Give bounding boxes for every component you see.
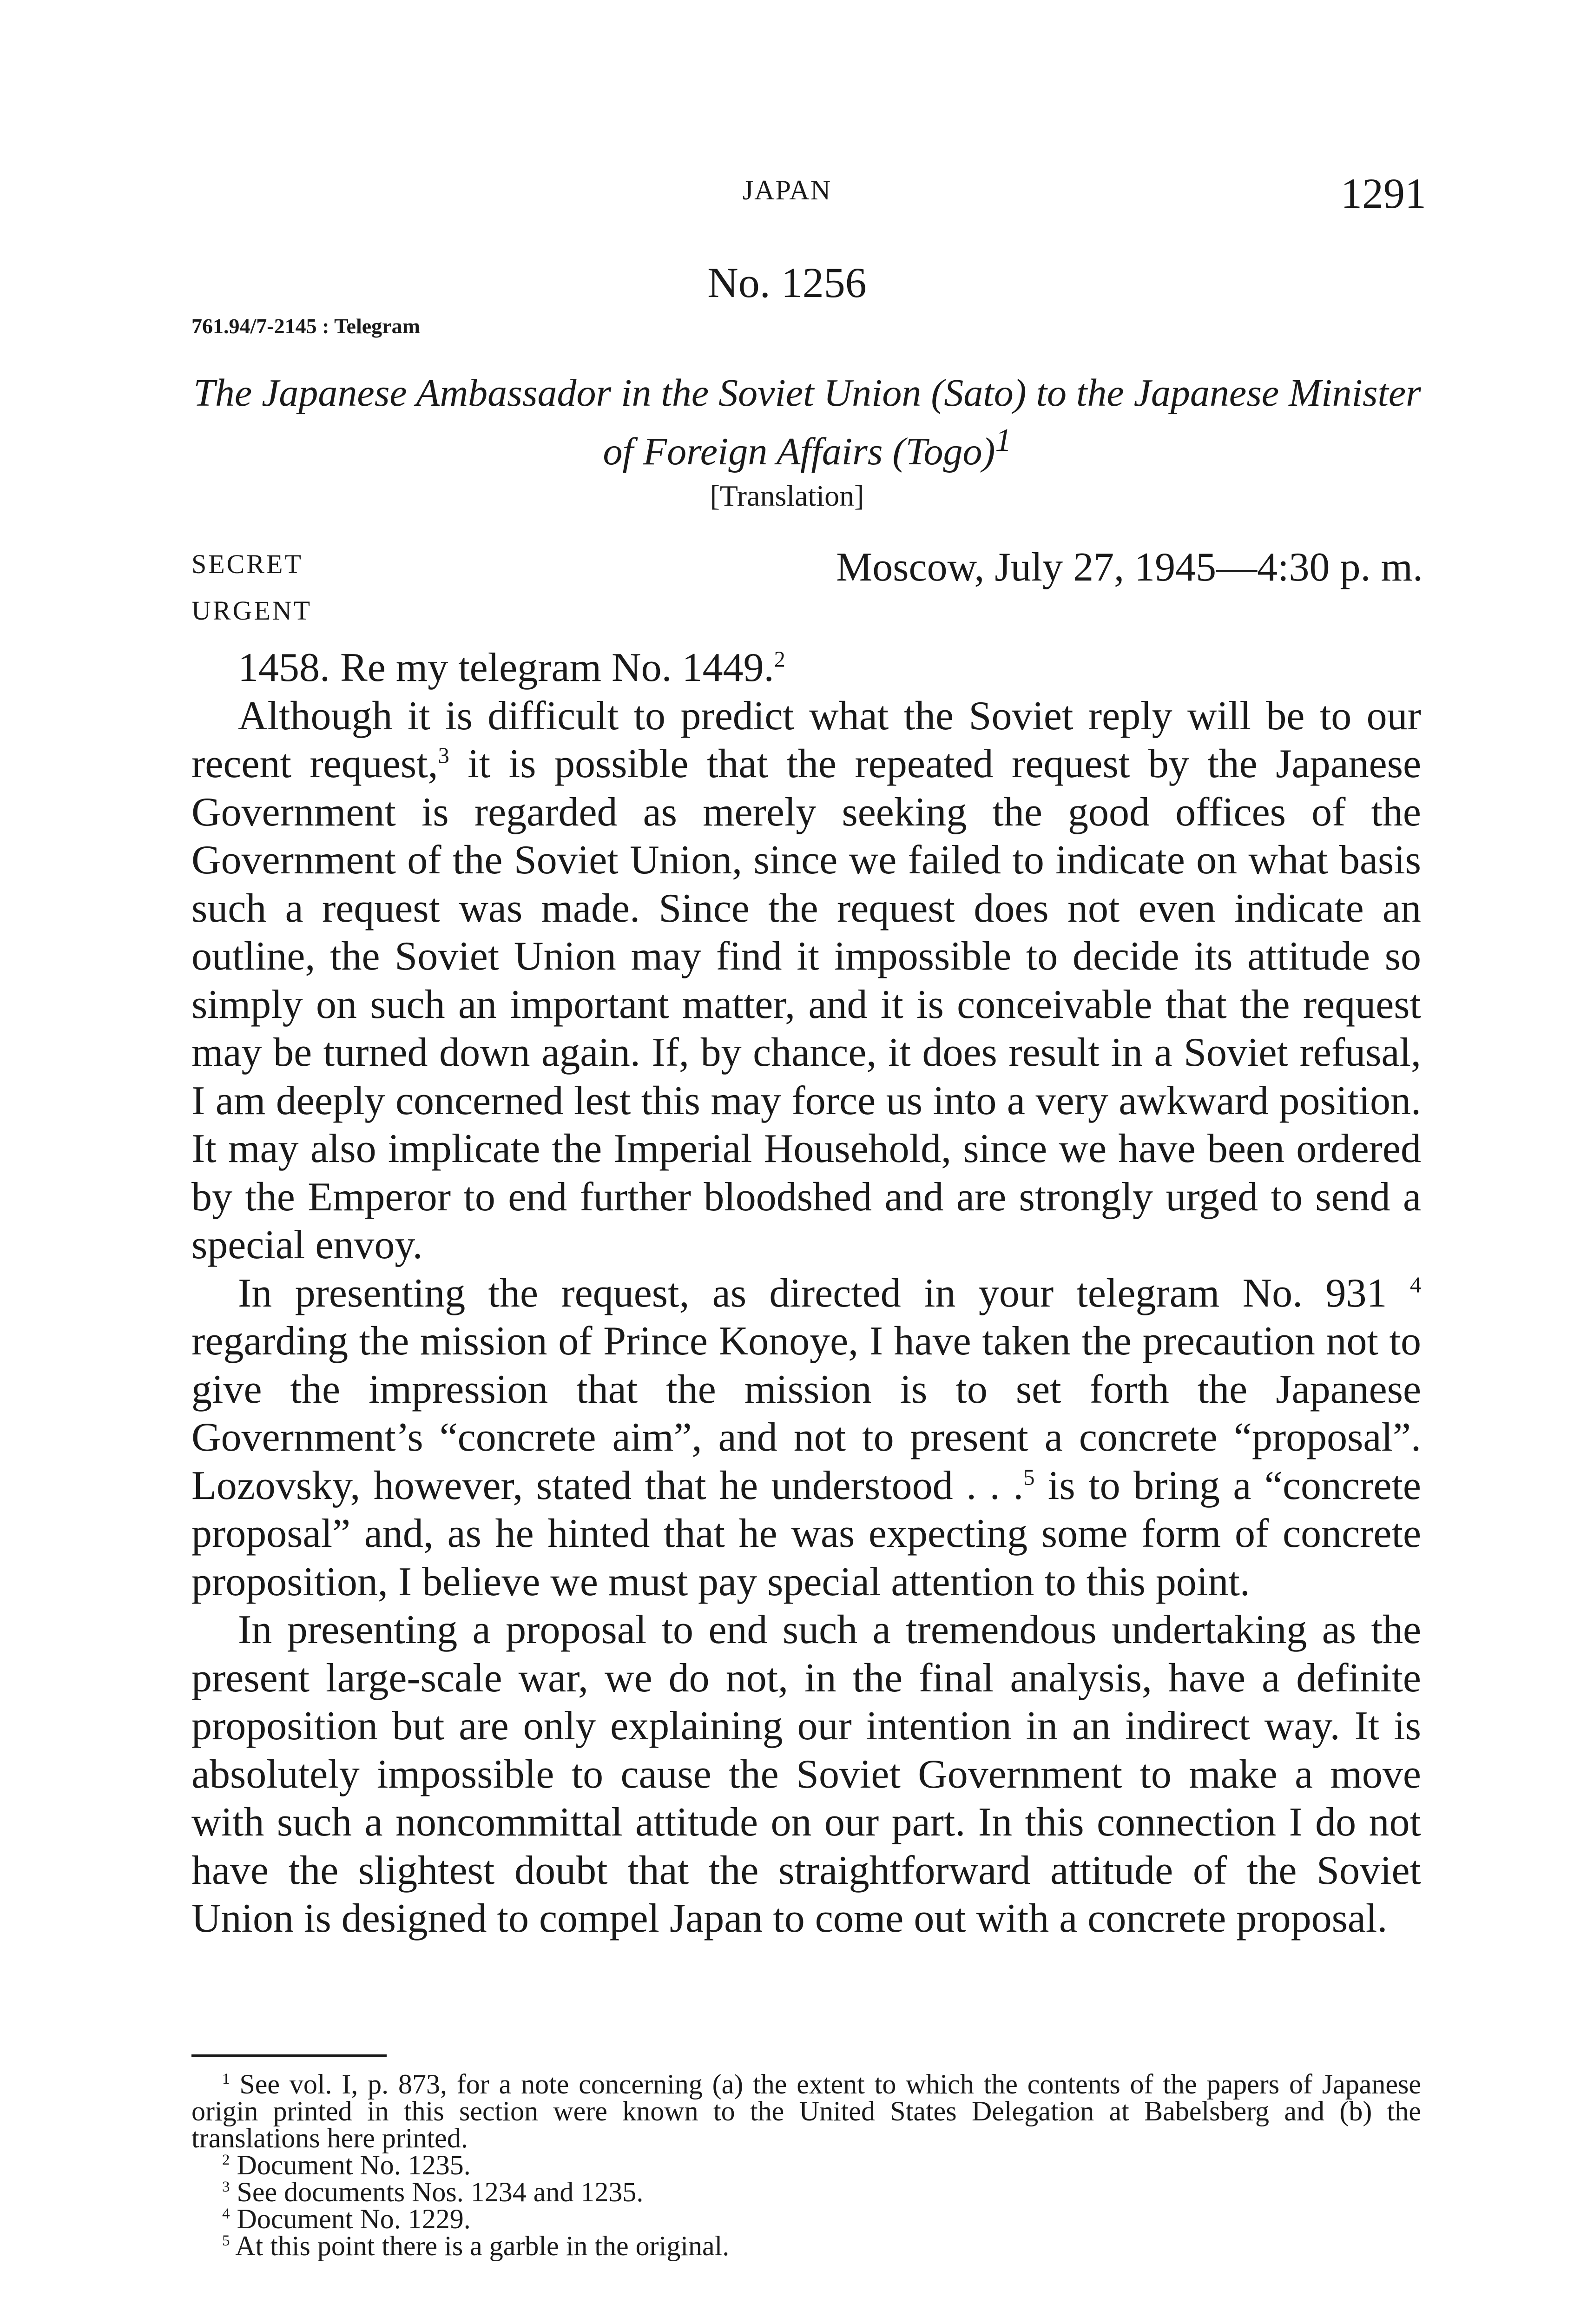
body-paragraph <box>191 1606 1421 1943</box>
footnote-ref: 5 <box>1023 1465 1035 1490</box>
document-heading <box>191 370 1423 475</box>
footnote-mark: 2 <box>222 2152 230 2168</box>
footnote-text: See vol. I, p. 873, for a note concerning (a) the extent to which the contents of the papers of Japanese origin printed in this section were known to the United States Delegation at Babelsberg and (b) the translations here printed. <box>191 2069 1421 2153</box>
footnote-ref: 3 <box>438 743 449 768</box>
paragraph-text: Although it is difficult to predict what the Soviet reply will be to our recent request, <box>191 693 1421 786</box>
footnote <box>191 2205 1421 2232</box>
page-number: 1291 <box>1341 170 1426 217</box>
paragraph-text: is to bring a “concrete proposal” and, as he hinted that he was expecting some form of concrete proposition, I believe we must pay special attention to this point. <box>191 1463 1421 1604</box>
classification-urgent: URGENT <box>191 595 312 626</box>
heading-footnote-ref: 1 <box>995 423 1012 458</box>
paragraph-text: it is possible that the repeated request by the Japanese Government is regarded as merely seeking the good offices of the Government of the Soviet Union, since we failed to indicate on what basis such a request was made. Since the request does not even indicate an outline, the Soviet Union may find it impossible to decide its attitude so simply on such an important matter, and it is conceivable that the request may be turned down again. If, by chance, it does result in a Soviet refusal, I am deeply concerned lest this may force us into a very awkward position. It may also implicate the Imperial Household, since we have been ordered by the Emperor to end further bloodshed and are strongly urged to send a special envoy. <box>191 741 1421 1268</box>
document-number: No. 1256 <box>707 259 867 306</box>
footnote-text: Document No. 1229. <box>237 2204 471 2234</box>
running-title: JAPAN <box>742 175 832 205</box>
body-paragraph <box>191 692 1421 1269</box>
heading-text: The Japanese Ambassador in the Soviet Union (Sato) to the Japanese Minister of Foreign Affairs (Togo) <box>193 371 1421 473</box>
dateline: Moscow, July 27, 1945—4:30 p. m. <box>836 545 1423 590</box>
telegram-body <box>191 644 1421 1943</box>
footnote-divider <box>191 2054 387 2057</box>
paragraph-text: In presenting a proposal to end such a tremendous undertaking as the present large-scale war, we do not, in the final analysis, have a definite proposition but are only explaining our intention in an indirect way. It is absolutely impossible to cause the Soviet Government to make a move with such a noncommittal attitude on our part. In this connection I do not have the slightest doubt that the straightforward attitude of the Soviet Union is designed to compel Japan to come out with a concrete proposal. <box>191 1607 1421 1941</box>
footnote-mark: 4 <box>222 2205 230 2222</box>
footnote-mark: 5 <box>222 2232 230 2249</box>
footnote <box>191 2232 1421 2259</box>
paragraph-text: In presenting the request, as directed in your telegram No. 931 <box>238 1270 1387 1316</box>
footnote-mark: 1 <box>222 2071 230 2087</box>
body-paragraph <box>191 1269 1421 1606</box>
footnote-text: At this point there is a garble in the original. <box>235 2231 730 2261</box>
footnotes <box>191 2071 1421 2259</box>
footnote-ref: 2 <box>774 647 785 672</box>
footnote-text: Document No. 1235. <box>237 2150 471 2180</box>
footnote <box>191 2071 1421 2152</box>
classification-secret: SECRET <box>191 549 303 579</box>
footnote <box>191 2179 1421 2205</box>
footnote <box>191 2152 1421 2179</box>
paragraph-text: regarding the mission of Prince Konoye, I have taken the precaution not to give the impression that the mission is to set forth the Japanese Government’s “concrete aim”, and not to present a concrete “proposal”. Lozovsky, however, stated that he understood . . . <box>191 1319 1421 1508</box>
footnote-mark: 3 <box>222 2179 230 2195</box>
running-head <box>0 170 1574 217</box>
opening-text: 1458. Re my telegram No. 1449. <box>238 645 774 690</box>
opening-line <box>191 644 1421 692</box>
footnote-ref: 4 <box>1409 1273 1422 1298</box>
footnote-text: See documents Nos. 1234 and 1235. <box>237 2177 644 2207</box>
file-reference: 761.94/7-2145 : Telegram <box>191 314 420 338</box>
translation-label: [Translation] <box>710 479 864 512</box>
